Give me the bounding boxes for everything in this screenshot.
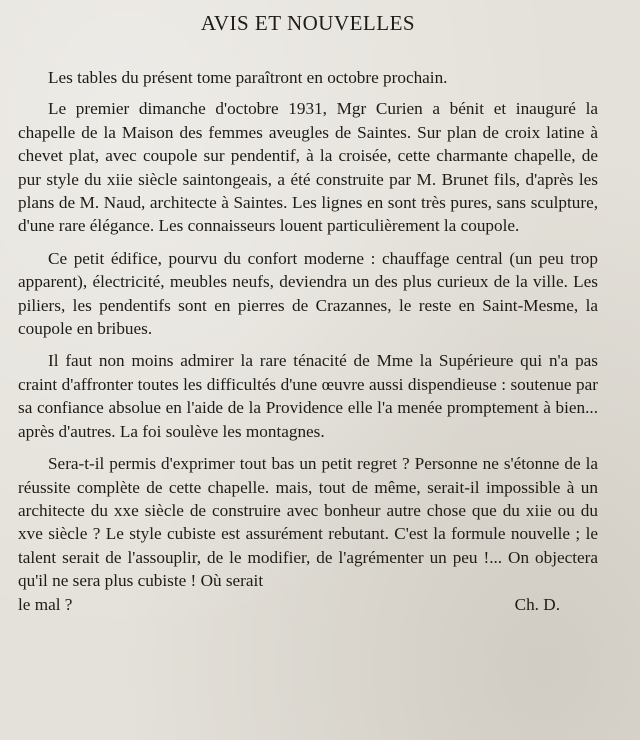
paragraph-chapel-features: Ce petit édifice, pourvu du confort moderne : chauffage central (un peu trop apparent), électricité, meubles neufs, deviendra un des plus curieux de la ville. Les piliers, les pendentifs sont en pierres de Crazannes, le reste en Saint-Mesme, la coupole en bribues. [18,248,598,339]
paragraph-superior-tenacity: Il faut non moins admirer la rare ténacité de Mme la Supérieure qui n'a pas craint d'affronter toutes les difficultés d'une œuvre aussi dispendieuse : soutenue par sa confiance absolue en l'aide de la Providence elle l'a menée promptement à bien... après d'autres. La foi soulève les montagnes. [18,351,598,441]
closing-line [18,593,598,616]
paragraph-tables-announcement: Les tables du présent tome paraîtront en octobre prochain. [48,68,448,87]
section-heading: AVIS ET NOUVELLES [200,11,416,35]
signature: Ch. D. [514,594,560,614]
paragraph-chapel-inauguration: Le premier dimanche d'octobre 1931, Mgr Curien a bénit et inauguré la chapelle de la Maison des femmes aveugles de Saintes. Sur plan de croix latine à chevet plat, avec coupole sur pendentif, à la croisée, cette charmante chapelle, de pur style du xiie siècle saintongeais, a été construite par M. Brunet fils, d'après les plans de M. Naud, architecte à Saintes. Les lignes en sont très pures, sans sculpture, d'une rare élégance. Les connaisseurs louent particulièrement la coupole. [18,99,598,236]
closing-text: le mal ? [18,594,73,614]
paragraph-regret: Sera-t-il permis d'exprimer tout bas un petit regret ? Personne ne s'étonne de la réussite complète de cette chapelle. mais, tout de même, serait-il impossible à un architecte du xxe siècle de construire avec bonheur autre chose que du xiie ou du xve siècle ? Le style cubiste est assurément rebutant. C'est la formule nouvelle ; le talent serait de l'assouplir, de le modifier, de l'agrémenter un peu !... On objectera qu'il ne sera plus cubiste ! Où serait [18,454,598,591]
document-page [18,6,598,734]
